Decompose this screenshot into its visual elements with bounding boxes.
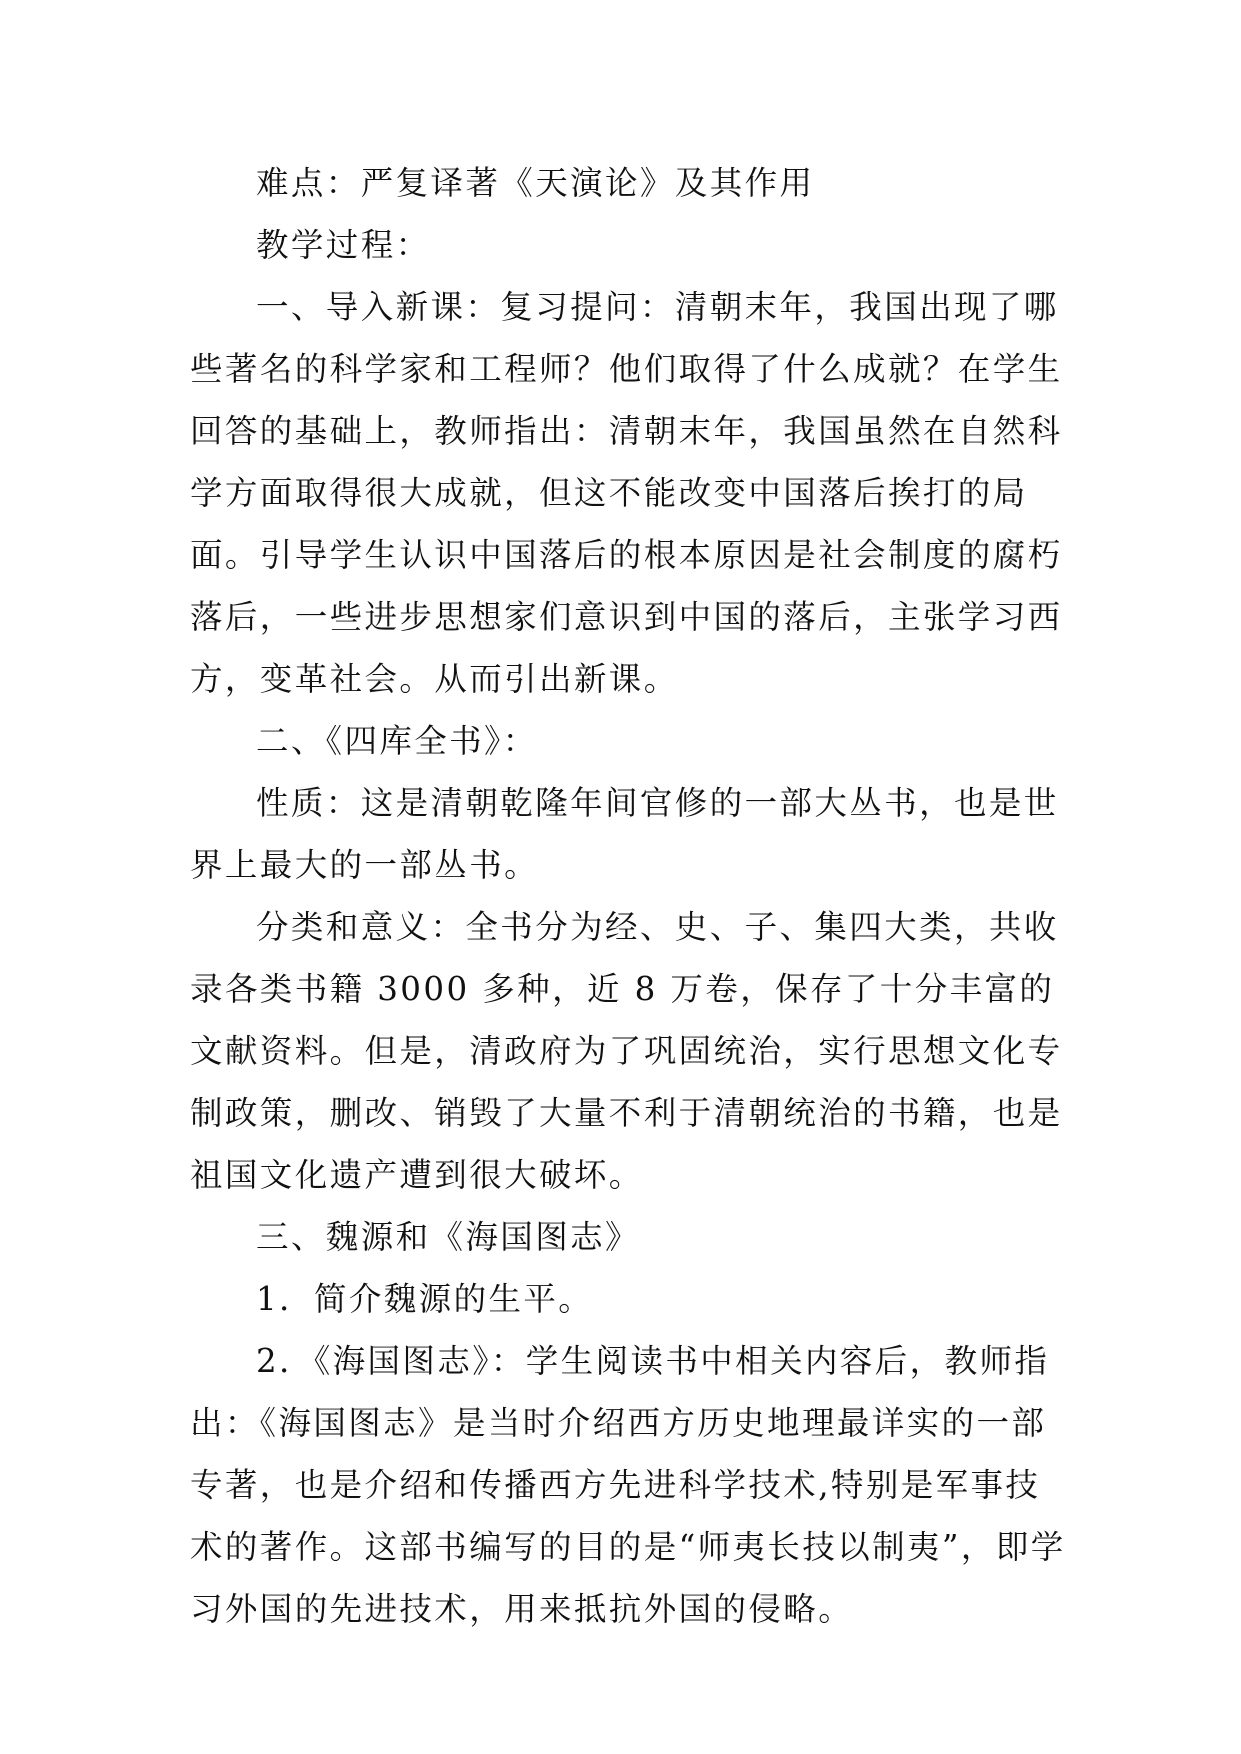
paragraph-difficulty: 难点：严复译著《天演论》及其作用	[256, 164, 815, 202]
heading-siku-quanshu: 二、《四库全书》：	[256, 722, 538, 760]
paragraph-teaching-process: 教学过程：	[256, 226, 431, 264]
document-body	[190, 152, 1070, 1640]
list-item-haiguo-tuzhi: 2．《海国图志》：学生阅读书中相关内容后，教师指出：《海国图志》是当时介绍西方历史地理最详实的一部专著，也是介绍和传播西方先进科学技术,特别是军事技术的著作。这部书编写的目的是“师夷长技以制夷”，即学习外国的先进技术，用来抵抗外国的侵略。	[190, 1342, 1066, 1628]
paragraph-introduction: 一、导入新课：复习提问：清朝末年，我国出现了哪些著名的科学家和工程师？他们取得了什么成就？在学生回答的基础上，教师指出：清朝末年，我国虽然在自然科学方面取得很大成就，但这不能改变中国落后挨打的局面。引导学生认识中国落后的根本原因是社会制度的腐朽落后，一些进步思想家们意识到中国的落后，主张学习西方，变革社会。从而引出新课。	[190, 288, 1063, 698]
paragraph-classification: 分类和意义：全书分为经、史、子、集四大类，共收录各类书籍 3000 多种，近 8 万卷，保存了十分丰富的文献资料。但是，清政府为了巩固统治，实行思想文化专制政策，删改、销毁了大量不利于清朝统治的书籍，也是祖国文化遗产遭到很大破坏。	[190, 908, 1063, 1194]
paragraph-nature: 性质：这是清朝乾隆年间官修的一部大丛书，也是世界上最大的一部丛书。	[190, 784, 1059, 884]
heading-wei-yuan: 三、魏源和《海国图志》	[256, 1218, 640, 1256]
list-item-biography: 1．简介魏源的生平。	[256, 1280, 594, 1318]
